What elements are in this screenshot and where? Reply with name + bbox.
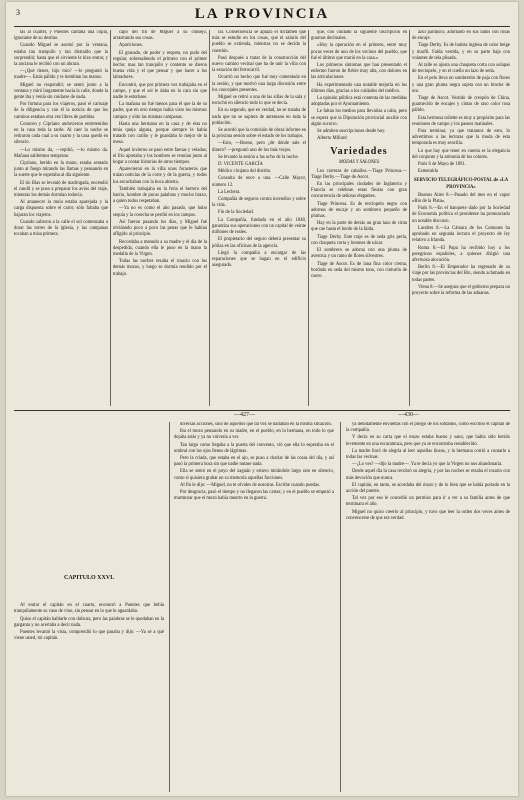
paragraph: Se levantó la sesión a las ocho de la noche. bbox=[218, 154, 299, 160]
paragraph: Aquel invierno se pasó entre faenas y veladas; el frío apretaba y los hombres se reunían junto al hogar a contar historias de otros tiempos. bbox=[113, 147, 207, 166]
paragraph: D. VICENTE GARCÍA bbox=[218, 162, 263, 168]
paragraph: La Compañía, fundada en el año 1848, garantiza sus operaciones con un capital de veinte millones de reales. bbox=[212, 217, 306, 236]
paragraph: También trabajaba en la feria el herrero del barrio, hombre de pocas palabras y mucho brazo, a quien todos respetaban. bbox=[113, 186, 207, 205]
paragraph: Recordaba a menudo a su madre y el día de la despedida, cuando ella le puso en la mano la medalla de la Virgen. bbox=[113, 239, 207, 257]
paragraph: Consulta de once a una. —Calle Mayor, número 12. bbox=[212, 176, 306, 188]
paragraph: —Esto, —Bueno, pero ¿de dónde sale el dinero? —preguntó uno de los más viejos. bbox=[212, 141, 306, 153]
column-divider bbox=[409, 30, 410, 406]
paragraph: Viena 8.—Se asegura que el gobierno prepara un proyecto sobre la reforma de las aduanas. bbox=[412, 284, 510, 296]
paragraph: Se acordó que la comisión de obras informe en la próxima sesión sobre el estado de los trabajos. bbox=[212, 128, 306, 140]
paragraph: «Hoy la operación en el primero, entre muy pocas veces de uno de los vecinos del pueblo, que fué el último que murió en la casa.» bbox=[311, 43, 407, 61]
column-divider bbox=[110, 30, 111, 406]
paragraph: Por desgracia, pasó el tiempo y no llegaron las cartas; y en el pueblo se empezó a murmurar que el mozo había muerto en la guerra. bbox=[174, 490, 334, 502]
paragraph: La madre lloró de alegría al leer aquellas líneas, y la hermana corrió a contarlo a todas las vecinas. bbox=[346, 448, 510, 461]
paragraph: —¿Lo ves? —dijo la madre—. Ya te decía yo que la Virgen no nos abandonaría. bbox=[352, 462, 503, 468]
feuilleton-column-1 bbox=[14, 422, 164, 792]
paragraph: París 8.—En el banquete dado por la Sociedad de Economía política el presidente ha pronunciado un notable discurso. bbox=[412, 206, 510, 224]
paragraph: Al amanecer la mula estaba aparejada y la carga dispuesta sobre el carro; sólo faltaba que bajaran los viajeros. bbox=[14, 200, 108, 218]
paragraph: ya debidamente envueltas con el pliego de los soldados, como escribió el capitán de la compañía. bbox=[346, 422, 510, 434]
paragraph: Llegó la compañía a encargar de las reparaciones que se hagan en el edificio asegurado. bbox=[212, 250, 306, 269]
paragraph: azul pardusco, adornado en sus lados con rosas de encaje. bbox=[412, 30, 510, 42]
paragraph: Para terminar, ya que tratamos de esto, lo advertimos a las lectoras que la moda de esta temporada es muy sencilla. bbox=[412, 129, 510, 147]
paragraph: Encontró, que por primera vez trabajaba en el campo, y que el sol le daba en la cara sin que nadie le estorbase. bbox=[113, 82, 207, 101]
column-5-telegraph-text bbox=[412, 193, 510, 297]
paragraph: Conocen y Cipriano anduvieron entretenidos en la casa toda la tarde. Al caer la noche se retiraron cada cual a su cuarto y la casa quedó en silencio. bbox=[14, 121, 108, 146]
paragraph: que, con cuidado la siguiente inscripción en guarnas decimales. bbox=[311, 30, 407, 42]
paragraph: El capitán, en tanto, se acordaba del mozo y de lo bien que se había portado en la acción del puente. bbox=[346, 482, 510, 495]
paragraph: Berlín 8.—El Emperador ha regresado de su viaje por las provincias del Rin, siendo aclamado en todas partes. bbox=[412, 265, 510, 283]
paragraph: —Lo mismo da, —repitió, —lo mismo da. Mañana saldremos temprano. bbox=[14, 147, 108, 159]
paragraph: Miguel no quiso creerlo al principio, y tuvo que leer la orden dos veces antes de convencerse de que era verdad. bbox=[346, 509, 510, 521]
column-divider bbox=[169, 422, 170, 792]
paragraph: La mañana no fué menos para él que la de su padre, que en otro tiempo había visto los mismos campos y oído las mismas campanas. bbox=[113, 102, 207, 120]
paragraph: —Ya no es como el año pasado, que hubo sequía y la cosecha se perdió en los campos. bbox=[113, 206, 207, 218]
paragraph: Lo que hay que tener en cuenta es la elegancia del conjunto y la armonía de los colores. bbox=[412, 148, 510, 160]
column-divider bbox=[209, 30, 210, 406]
paragraph: ral. Consecuencia se aplazó el dictamen que más se estudie en los cosas, que el salario del pueblo se extienda, mientras no se decida la cuestión. bbox=[212, 30, 306, 54]
paragraph: Desde aquel día la casa recobró su alegría, y por las noches se rezaba el rosario con más devoción que nunca. bbox=[346, 469, 510, 481]
column-2-text bbox=[113, 30, 207, 278]
variedades-heading: Variedades bbox=[330, 146, 388, 158]
paragraph: Al talle se ajusta una chaqueta corta con solapas de terciopelo, y en el cuello un lazo de seda. bbox=[412, 63, 510, 75]
paragraph: Aparecieron en la villa unos forasteros que traían noticias de la corte y de la guerra, y todos los escuchaban con la boca abierta. bbox=[113, 167, 207, 185]
feuilleton-page-right: —430— bbox=[398, 412, 419, 418]
feuilleton-column-3 bbox=[346, 422, 510, 792]
paragraph: Londres 8.—La Cámara de los Comunes ha aprobado en segunda lectura el proyecto de ley relativo a Irlanda. bbox=[412, 225, 510, 244]
paragraph: Quiso el capitán hablarle con dulzura, pero las palabras se le quedaban en la garganta y no acertaba a decir nada. bbox=[14, 616, 164, 628]
column-5-text bbox=[412, 30, 510, 175]
paragraph: Así fueron pasando los días, y Miguel fué olvidando poco a poco las penas que le habían afligido al principio. bbox=[113, 219, 207, 238]
column-2 bbox=[113, 30, 207, 406]
paragraph: El sombrero se adorna con una pluma de avestruz y un ramo de flores silvestres. bbox=[311, 248, 407, 260]
column-4-variedades-text bbox=[311, 169, 407, 280]
paragraph: Se admiten suscripciones desde hoy. bbox=[317, 129, 386, 135]
chapter-heading: CAPITULO XXVI. bbox=[63, 575, 114, 581]
paragraph: Tal vez por eso le concedió un permiso para ir a ver a su familia antes de que terminara el año. bbox=[346, 496, 510, 508]
paragraph: Pero la criada, que estaba en el ajo, se puso a charlar de las cosas del día, y así pasó la primera hora sin que nadie notase nada. bbox=[174, 456, 334, 468]
column-4 bbox=[311, 30, 407, 406]
paragraph: En el pelo lleva un sombrerito de paja con flores y una gran pluma negra sujeta con un broche de oro. bbox=[412, 76, 510, 94]
paragraph: Le faltan los medios para llevarlas a cabo, pero se espera que la Diputación provincial auxilie con algún socorro. bbox=[311, 109, 407, 127]
paragraph: Miguel no respondió; se sentó junto a la ventana y miró largamente hacia la calle, donde la gente iba y venía sin cuidarse de nada. bbox=[14, 82, 108, 101]
paragraph: Ella se sentó en el poyo del zaguán y estuvo mirándole largo rato en silencio, como si quisiera grabar en su memoria aquellas facciones. bbox=[174, 469, 334, 481]
paragraph: Al entrar el capitán en el cuarto, encontró a Puentes que bebía tranquilamente su vaso de vino, sin pensar en lo que le aguardaba. bbox=[14, 603, 164, 615]
paragraph: Cuando Miguel se asomó por la ventana, estaba tan tranquilo y tan distraído que la sorprendió; hasta que el sirviente le hizo entrar, y la anciana le recibió con un abrazo. bbox=[14, 43, 108, 68]
paragraph: —¿Qué tienes, hijo mío? —le preguntó la madre—. Estás pálido y te tiemblan las manos. bbox=[14, 69, 108, 81]
column-3-text bbox=[212, 30, 306, 269]
paragraph: Tiage Derby. Es de batista inglesa de color beige y marfil. Falda vestida, y en su parte baja con volantes de tela plisada. bbox=[412, 43, 510, 61]
paragraph: Apariciones. bbox=[119, 43, 143, 49]
paragraph: Hay en la parte de detrás un gran lazo de cinta que cae hasta el borde de la falda. bbox=[311, 221, 407, 233]
paragraph: En su segundo, que en verdad, no se trataba de nada que no se supiera de antemano en toda la población. bbox=[212, 108, 306, 126]
column-5 bbox=[412, 30, 510, 406]
paragraph: Médico cirujano del distrito. bbox=[218, 169, 272, 175]
paragraph: diversas acciones, sino de aquellos que tal vez se hallaban en la misma situación. bbox=[180, 422, 332, 427]
column-4-text bbox=[311, 30, 407, 142]
paragraph: Alberto Millard bbox=[317, 136, 347, 142]
modas-subheading: MODAS Y SALONES bbox=[338, 160, 380, 166]
feuilleton-column-2 bbox=[174, 422, 334, 792]
paragraph: Tiage Princesa. Es de terciopelo negro con adornos de encaje y un sombrero pequeño de plumas. bbox=[311, 201, 407, 220]
paragraph: Cuando salieron a la calle el sol comenzaba a dorar las torres de la iglesia, y las campanas tocaban a misa primera. bbox=[14, 219, 108, 238]
paragraph: Compañía de seguros contra incendios y sobre la vida. bbox=[212, 197, 306, 209]
paragraph: Hasta una hermana en la casa y de ésta no tenía queja alguna, porque siempre le había tratado con cariño y le guardaba lo mejor de la mesa. bbox=[113, 121, 207, 146]
column-1 bbox=[14, 30, 108, 406]
paragraph: Ocurrió un hecho que fué muy comentado en la sesión, y que motivó una larga discusión entre los concejales presentes. bbox=[212, 75, 306, 93]
paragraph: Pasó después a tratar de la construcción del nuevo camino vecinal que ha de unir la villa con la estación del ferrocarril. bbox=[212, 55, 306, 74]
paragraph: tas al cuartel, y Puentes cantaba una copla, ignorante de su destino. bbox=[14, 30, 108, 42]
section-separator bbox=[14, 410, 510, 411]
column-1-text bbox=[14, 30, 108, 239]
column-divider bbox=[340, 422, 341, 792]
column-3 bbox=[212, 30, 306, 406]
paragraph: Y decía en su carta que el mozo estaba bueno y sano, que había sido herido levemente en una escaramuza, pero que ya se encontraba restablecido. bbox=[346, 435, 510, 447]
paragraph: Los carreras de caballos.—Tiage Princesa.—Tiage Derby.—Tiage de Ascot. bbox=[311, 168, 407, 180]
paragraph: El tío Blas se levantó de madrugada, encendió el candil y se puso a preparar los avíos del viaje, mientras los demás dormían todavía. bbox=[14, 180, 108, 199]
newspaper-page bbox=[6, 2, 518, 796]
paragraph: El propietario del seguro deberá presentar su póliza en las oficinas de la agencia. bbox=[212, 237, 306, 249]
paragraph: Miguel se retiró a una de las sillas de la sala y escuchó en silencio todo lo que se decía. bbox=[212, 95, 306, 107]
paragraph: Fin de la Sociedad. bbox=[218, 210, 254, 216]
feuilleton-page-left: —427— bbox=[234, 412, 255, 418]
paragraph: Esta hermosa toilette es muy a propósito para las reuniones de campo y los paseos matinales. bbox=[412, 115, 510, 127]
masthead-rule bbox=[14, 26, 510, 27]
paragraph: La Lechera. bbox=[218, 189, 241, 195]
paragraph: Por fortuna para los viajeros, pasó el carruaje de la diligencia y con él la noticia de que los caminos estaban otra vez libres de partidas. bbox=[14, 102, 108, 120]
masthead bbox=[6, 6, 518, 26]
paragraph: Ha experimentado una notable mejoría en los últimos días, gracias a los cuidados del médico. bbox=[311, 82, 407, 94]
paragraph: Buenos Aires 8.—Pasado del mes en el vapor «Río de la Plata». bbox=[412, 192, 510, 205]
paragraph: Tan largo como llegaba a la puerta del convento, vió que ella lo esperaba en el umbral con los ojos llenos de lágrimas. bbox=[174, 442, 334, 454]
column-divider bbox=[308, 30, 309, 406]
paragraph: Al fin le dijo: —Miguel, no te olvides de nosotras. Escribe cuando puedas. bbox=[180, 482, 320, 488]
paragraph: La opinión pública está contenta de las medidas adoptadas por el Ayuntamiento. bbox=[311, 96, 407, 108]
paragraph: Tiage de Ascot. Es de lana fina color crema, bordado en seda del mismo tono, con cinturón de cuero. bbox=[311, 261, 407, 279]
paragraph: capó del fin de Miguel a su consejo, arrastrando sus cosas. bbox=[113, 30, 207, 42]
paragraph: Tiage Derby. Este traje es de seda gris perla, con chaqueta corta y botones de nácar. bbox=[311, 234, 407, 246]
paragraph: El granado, de poder y respeto, no pudo del regular, sobresaliendo el primero con el primer hecho; mas tan tranquilo y contento se dieron buena vida y el que pensar y que hacer a los labradores. bbox=[113, 50, 207, 81]
paragraph: Los primeros síntomas que han presentado el enfermo fueron de fiebre muy alta, con dolores en las articulaciones. bbox=[311, 63, 407, 81]
paragraph: Roma 8.—El Papa ha recibido hoy a los peregrinos españoles, a quienes dirigió una afectuosa alocución. bbox=[412, 245, 510, 263]
paragraph: En las principales ciudades de Inglaterra y Francia se celebran estas fiestas con gran concurrencia de señoras elegantes. bbox=[311, 182, 407, 200]
feuilleton-column-2-text bbox=[174, 422, 334, 502]
paragraph: Puentes levantó la vista, comprendió lo que pasaba y dijo: —Ya sé a qué viene usted, mi capitán. bbox=[14, 630, 164, 642]
page-number: 3 bbox=[16, 8, 20, 17]
paragraph: Iba el mozo pensando en su madre, en el pueblo, en la hermana, en todo lo que dejaba atrás y ya no volvería a ver. bbox=[174, 429, 334, 441]
paragraph: Todas las noches rezaba el rosario con los demás mozos, y luego se dormía rendido por el trabajo. bbox=[113, 259, 207, 277]
paragraph: Paris 6 de Mayo de 1891. bbox=[418, 162, 466, 168]
paragraph: Esmeralda bbox=[418, 169, 438, 175]
feuilleton-column-3-text bbox=[346, 422, 510, 522]
newspaper-title: LA PROVINCIA bbox=[194, 6, 330, 22]
telegraph-heading: SERVICIO TELEGRÁFICO-POSTAL de «LA PROVINCIA» bbox=[413, 178, 509, 190]
paragraph: Cipriano, herido en la mano, estaba sentado junto al fuego mirando las llamas y pensando en la suerte que le esperaba al día siguiente. bbox=[14, 161, 108, 179]
feuilleton-column-1-text bbox=[14, 603, 164, 642]
paragraph: Tiage de Ascot. Vestido de crespón de China, guarnecido de encajes y cintas de raso color rosa pálido. bbox=[412, 96, 510, 114]
